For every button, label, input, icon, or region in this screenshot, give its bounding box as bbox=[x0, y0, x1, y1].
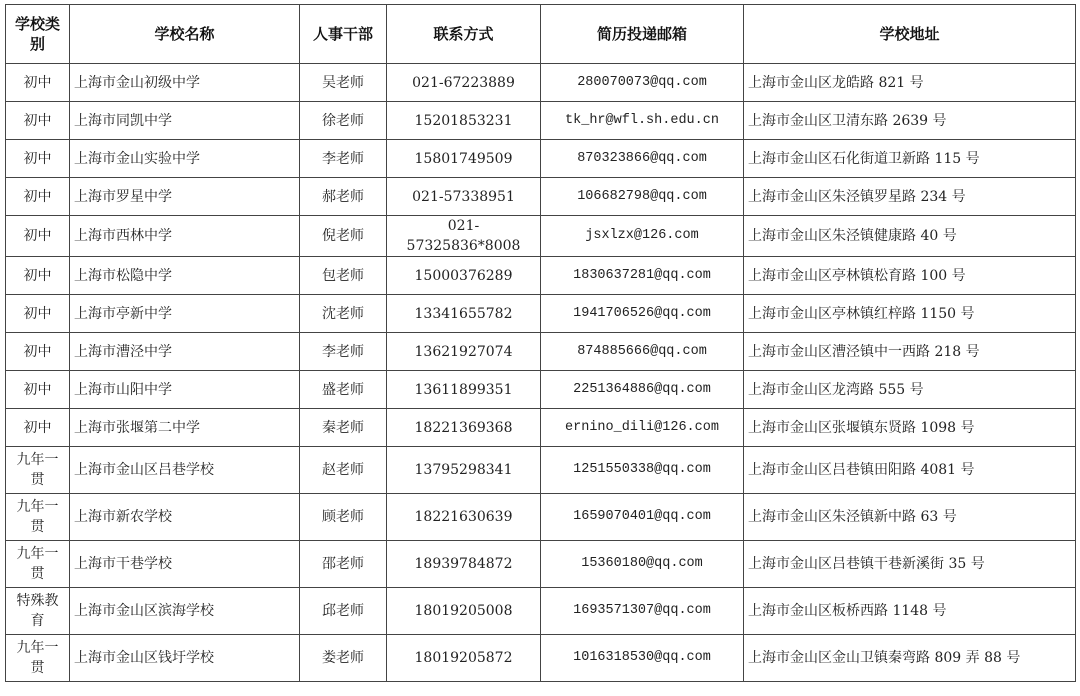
school-type: 初中 bbox=[6, 257, 70, 295]
school-name: 上海市同凯中学 bbox=[70, 102, 300, 140]
header-school-address: 学校地址 bbox=[744, 5, 1076, 64]
hr-staff: 郝老师 bbox=[300, 178, 387, 216]
contact-phone: 13611899351 bbox=[387, 371, 541, 409]
resume-email: 874885666@qq.com bbox=[541, 333, 744, 371]
resume-email: ernino_dili@126.com bbox=[541, 409, 744, 447]
table-row bbox=[6, 635, 1076, 682]
school-name: 上海市松隐中学 bbox=[70, 257, 300, 295]
hr-staff: 徐老师 bbox=[300, 102, 387, 140]
table-row bbox=[6, 447, 1076, 494]
hr-staff: 秦老师 bbox=[300, 409, 387, 447]
school-address: 上海市金山区石化街道卫新路 115 号 bbox=[744, 140, 1076, 178]
contact-phone: 13341655782 bbox=[387, 295, 541, 333]
school-address: 上海市金山区朱泾镇健康路 40 号 bbox=[744, 216, 1076, 257]
school-address: 上海市金山区亭林镇红梓路 1150 号 bbox=[744, 295, 1076, 333]
school-type: 九年一贯 bbox=[6, 635, 70, 682]
school-name: 上海市新农学校 bbox=[70, 494, 300, 541]
school-type: 初中 bbox=[6, 371, 70, 409]
contact-phone: 18221630639 bbox=[387, 494, 541, 541]
school-type: 初中 bbox=[6, 333, 70, 371]
hr-staff: 包老师 bbox=[300, 257, 387, 295]
school-type: 初中 bbox=[6, 64, 70, 102]
school-name: 上海市干巷学校 bbox=[70, 541, 300, 588]
table-row bbox=[6, 333, 1076, 371]
hr-staff: 沈老师 bbox=[300, 295, 387, 333]
contact-phone: 13795298341 bbox=[387, 447, 541, 494]
header-contact: 联系方式 bbox=[387, 5, 541, 64]
school-name: 上海市漕泾中学 bbox=[70, 333, 300, 371]
school-address: 上海市金山区龙皓路 821 号 bbox=[744, 64, 1076, 102]
resume-email: 1830637281@qq.com bbox=[541, 257, 744, 295]
school-type: 特殊教育 bbox=[6, 588, 70, 635]
school-name: 上海市金山实验中学 bbox=[70, 140, 300, 178]
school-type: 初中 bbox=[6, 102, 70, 140]
contact-phone: 021-67223889 bbox=[387, 64, 541, 102]
resume-email: 106682798@qq.com bbox=[541, 178, 744, 216]
school-type: 初中 bbox=[6, 178, 70, 216]
header-school-type: 学校类别 bbox=[6, 5, 70, 64]
school-type: 初中 bbox=[6, 409, 70, 447]
hr-staff: 吴老师 bbox=[300, 64, 387, 102]
table-row bbox=[6, 295, 1076, 333]
school-type: 九年一贯 bbox=[6, 494, 70, 541]
hr-staff: 邱老师 bbox=[300, 588, 387, 635]
school-address: 上海市金山区朱泾镇罗星路 234 号 bbox=[744, 178, 1076, 216]
table-row bbox=[6, 216, 1076, 257]
contact-phone: 18939784872 bbox=[387, 541, 541, 588]
resume-email: 1659070401@qq.com bbox=[541, 494, 744, 541]
contact-phone: 15201853231 bbox=[387, 102, 541, 140]
hr-staff: 顾老师 bbox=[300, 494, 387, 541]
contact-phone: 15000376289 bbox=[387, 257, 541, 295]
school-name: 上海市金山初级中学 bbox=[70, 64, 300, 102]
table-row bbox=[6, 541, 1076, 588]
hr-staff: 李老师 bbox=[300, 140, 387, 178]
resume-email: 1693571307@qq.com bbox=[541, 588, 744, 635]
contact-phone: 021-57338951 bbox=[387, 178, 541, 216]
table-row bbox=[6, 494, 1076, 541]
school-address: 上海市金山区亭林镇松育路 100 号 bbox=[744, 257, 1076, 295]
school-name: 上海市亭新中学 bbox=[70, 295, 300, 333]
table-row bbox=[6, 178, 1076, 216]
table-row bbox=[6, 588, 1076, 635]
header-resume-email: 简历投递邮箱 bbox=[541, 5, 744, 64]
contact-phone: 18019205008 bbox=[387, 588, 541, 635]
school-address: 上海市金山区板桥西路 1148 号 bbox=[744, 588, 1076, 635]
table-row bbox=[6, 64, 1076, 102]
school-address: 上海市金山区卫清东路 2639 号 bbox=[744, 102, 1076, 140]
contact-phone: 15801749509 bbox=[387, 140, 541, 178]
school-address: 上海市金山区漕泾镇中一西路 218 号 bbox=[744, 333, 1076, 371]
school-address: 上海市金山区张堰镇东贤路 1098 号 bbox=[744, 409, 1076, 447]
school-name: 上海市张堰第二中学 bbox=[70, 409, 300, 447]
school-type: 九年一贯 bbox=[6, 447, 70, 494]
header-hr-staff: 人事干部 bbox=[300, 5, 387, 64]
resume-email: 1016318530@qq.com bbox=[541, 635, 744, 682]
resume-email: 1251550338@qq.com bbox=[541, 447, 744, 494]
school-name: 上海市罗星中学 bbox=[70, 178, 300, 216]
contact-phone: 13621927074 bbox=[387, 333, 541, 371]
school-contact-table bbox=[5, 4, 1076, 682]
school-name: 上海市山阳中学 bbox=[70, 371, 300, 409]
school-name: 上海市金山区滨海学校 bbox=[70, 588, 300, 635]
school-type: 初中 bbox=[6, 295, 70, 333]
table-row bbox=[6, 409, 1076, 447]
table-row bbox=[6, 371, 1076, 409]
school-address: 上海市金山区金山卫镇秦弯路 809 弄 88 号 bbox=[744, 635, 1076, 682]
resume-email: 280070073@qq.com bbox=[541, 64, 744, 102]
resume-email: 870323866@qq.com bbox=[541, 140, 744, 178]
resume-email: 15360180@qq.com bbox=[541, 541, 744, 588]
resume-email: jsxlzx@126.com bbox=[541, 216, 744, 257]
school-address: 上海市金山区吕巷镇干巷新溪街 35 号 bbox=[744, 541, 1076, 588]
table-row bbox=[6, 257, 1076, 295]
hr-staff: 倪老师 bbox=[300, 216, 387, 257]
table-row bbox=[6, 102, 1076, 140]
school-type: 初中 bbox=[6, 140, 70, 178]
school-type: 初中 bbox=[6, 216, 70, 257]
resume-email: tk_hr@wfl.sh.edu.cn bbox=[541, 102, 744, 140]
hr-staff: 赵老师 bbox=[300, 447, 387, 494]
resume-email: 2251364886@qq.com bbox=[541, 371, 744, 409]
hr-staff: 盛老师 bbox=[300, 371, 387, 409]
header-row bbox=[6, 5, 1076, 64]
school-address: 上海市金山区龙湾路 555 号 bbox=[744, 371, 1076, 409]
contact-phone: 021-57325836*8008 bbox=[387, 216, 541, 257]
hr-staff: 娄老师 bbox=[300, 635, 387, 682]
school-address: 上海市金山区朱泾镇新中路 63 号 bbox=[744, 494, 1076, 541]
hr-staff: 邵老师 bbox=[300, 541, 387, 588]
hr-staff: 李老师 bbox=[300, 333, 387, 371]
resume-email: 1941706526@qq.com bbox=[541, 295, 744, 333]
header-school-name: 学校名称 bbox=[70, 5, 300, 64]
school-name: 上海市金山区吕巷学校 bbox=[70, 447, 300, 494]
table-row bbox=[6, 140, 1076, 178]
school-address: 上海市金山区吕巷镇田阳路 4081 号 bbox=[744, 447, 1076, 494]
contact-phone: 18019205872 bbox=[387, 635, 541, 682]
school-name: 上海市金山区钱圩学校 bbox=[70, 635, 300, 682]
school-type: 九年一贯 bbox=[6, 541, 70, 588]
school-name: 上海市西林中学 bbox=[70, 216, 300, 257]
contact-phone: 18221369368 bbox=[387, 409, 541, 447]
